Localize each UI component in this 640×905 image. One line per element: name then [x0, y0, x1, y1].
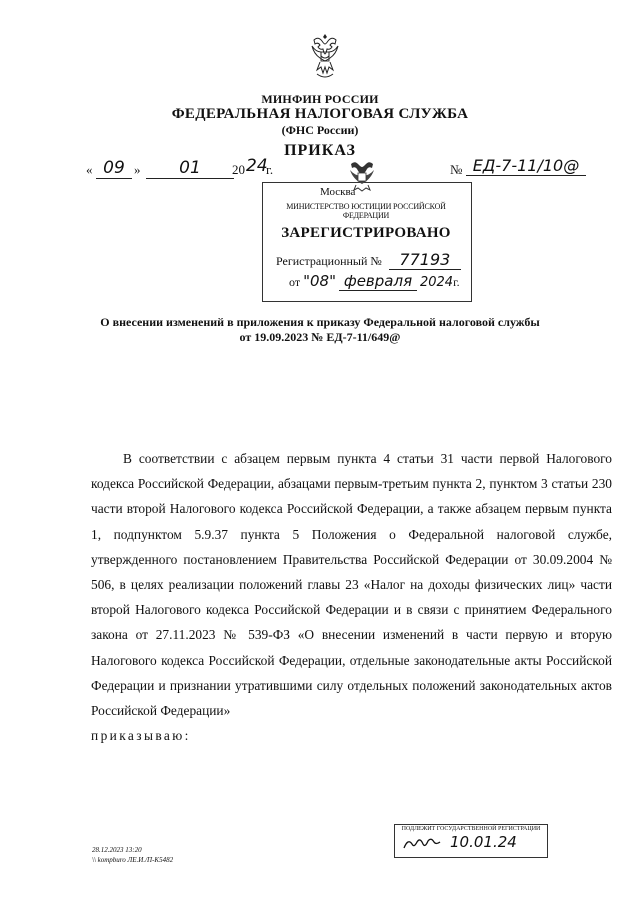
stamp-date-row: [289, 272, 460, 291]
date-month: 01: [146, 158, 234, 179]
document-type-title: ПРИКАЗ: [284, 142, 356, 159]
order-body: [91, 446, 612, 748]
control-stamp-signature: [402, 836, 442, 852]
stamp-from-year: 2024: [419, 275, 454, 290]
body-paragraph: В соответствии с абзацем первым пункта 4 статьи 31 части первой Налогового кодекса Российской Федерации, абзацами первым-третьим пункта 2, пунктом 3 статьи 230 части второй Налогового кодекса Российской Федерации, а также абзацем первым пункта 1, подпунктом 5.9.37 пункта 5 Положения о Федеральной налоговой службе, утвержденного постановлением Правительства Российской Федерации от 30.09.2004 № 506, в целях реализации положений главы 23 «Налог на доходы физических лиц» части второй Налогового кодекса Российской Федерации и в связи с принятием Федерального закона от 27.11.2023 № 539-ФЗ «О внесении изменений в части первую и вторую Налогового кодекса Российской Федерации, отдельные законодательные акты Российской Федерации и признании утратившими силу отдельных положений законодательных актов Российской Федерации»: [91, 451, 612, 719]
stamp-city: Москва: [320, 186, 356, 198]
stamp-status: ЗАРЕГИСТРИРОВАНО: [281, 225, 451, 241]
stamp-from-label: от: [289, 275, 301, 289]
date-close-quote: »: [134, 162, 141, 177]
footer-timestamp: 28.12.2023 13:20: [92, 846, 142, 854]
stamp-from-day: "08": [303, 272, 336, 290]
order-number: ЕД-7-11/10@: [466, 156, 586, 176]
subject-line-2: от 19.09.2023 № ЕД-7-11/649@: [239, 330, 401, 344]
stamp-from-month: февраля: [339, 272, 417, 291]
control-stamp-date: 10.01.24: [450, 833, 517, 851]
date-day: 09: [96, 158, 132, 179]
stamp-reg-number: 77193: [389, 250, 461, 270]
subject-line-1: О внесении изменений в приложения к приказу Федеральной налоговой службы: [100, 315, 540, 329]
date-year-suffix: 24: [246, 156, 268, 176]
stamp-reg-label: Регистрационный №: [276, 254, 382, 268]
stamp-from-year-unit: г.: [453, 275, 460, 289]
date-year-prefix: 20: [232, 162, 245, 177]
order-number-sign: №: [450, 162, 463, 177]
decree-word: приказываю:: [91, 728, 191, 744]
service-short-name: (ФНС России): [281, 123, 359, 137]
stamp-ministry-name: МИНИСТЕРСТВО ЮСТИЦИИ РОССИЙСКОЙ ФЕДЕРАЦИИ: [286, 202, 446, 220]
date-year-unit: г.: [266, 162, 274, 177]
footer-file-path: \\ kompburo ЛЕ.И./П-К5482: [92, 856, 174, 864]
order-subject: [0, 315, 640, 345]
control-stamp-title: ПОДЛЕЖИТ ГОСУДАРСТВЕННОЙ РЕГИСТРАЦИИ: [401, 826, 541, 832]
coat-of-arms-emblem: [309, 28, 341, 84]
service-name: ФЕДЕРАЛЬНАЯ НАЛОГОВАЯ СЛУЖБА: [171, 106, 469, 122]
ministry-name: МИНФИН РОССИИ: [261, 92, 379, 106]
date-open-quote: «: [86, 162, 93, 177]
stamp-registration-number-row: [276, 250, 461, 270]
date-number-line: [86, 156, 586, 182]
